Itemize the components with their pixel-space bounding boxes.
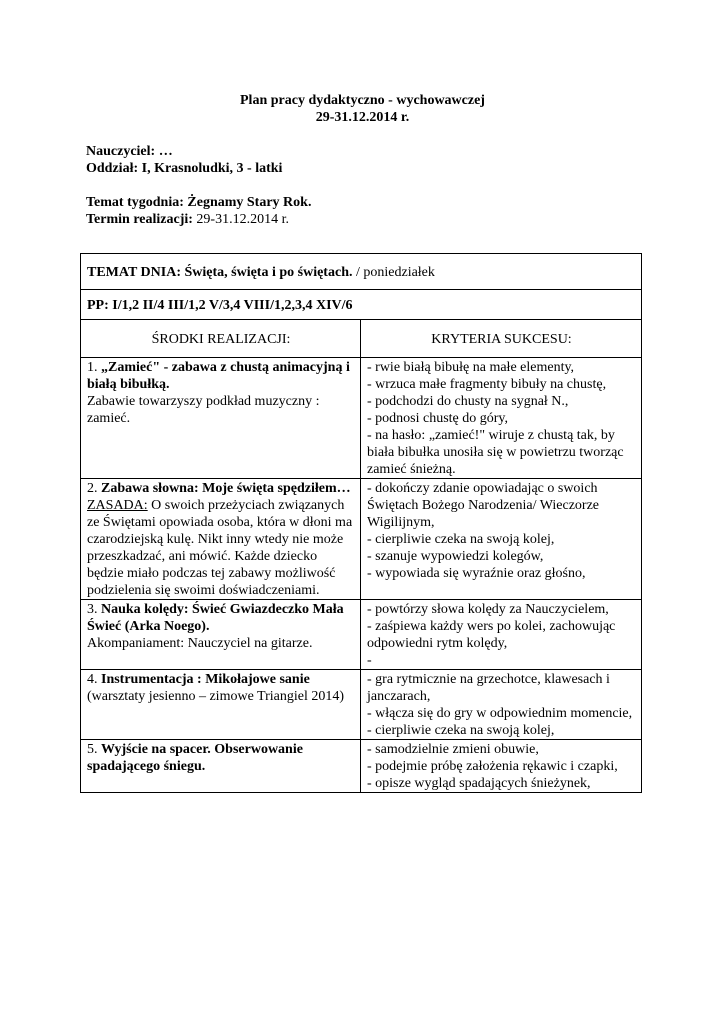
means-cell <box>81 740 361 793</box>
criteria-item: - cierpliwie czeka na swoją kolej, <box>367 723 555 738</box>
criteria-item: - wrzuca małe fragmenty bibuły na chustę, <box>367 377 607 392</box>
document-title: Plan pracy dydaktyczno - wychowawczej <box>240 93 485 108</box>
column-header-row <box>81 320 642 358</box>
activity-number: 5. <box>87 742 101 757</box>
day-topic-cell <box>81 254 642 290</box>
criteria-cell <box>361 479 642 600</box>
criteria-item: - zaśpiewa każdy wers po kolei, zachowując odpowiedni rytm kolędy, <box>367 619 616 651</box>
criteria-cell <box>361 600 642 670</box>
weekly-topic-line <box>86 194 311 211</box>
means-cell <box>81 479 361 600</box>
day-topic-weekday: / poniedziałek <box>352 264 435 280</box>
activity-number: 4. <box>87 672 101 687</box>
means-cell <box>81 358 361 479</box>
activity-number: 2. <box>87 481 101 496</box>
activity-description: Zabawie towarzyszy podkład muzyczny : zamieć. <box>87 394 320 426</box>
day-topic-label: TEMAT DNIA: Święta, święta i po świętach. <box>87 264 353 280</box>
means-cell <box>81 600 361 670</box>
criteria-cell <box>361 670 642 740</box>
criteria-item: - dokończy zdanie opowiadając o swoich Świętach Bożego Narodzenia/ Wieczorze Wigilijnym, <box>367 481 600 530</box>
table-row <box>81 600 642 670</box>
rule-label: ZASADA: <box>87 498 148 513</box>
criteria-item: - szanuje wypowiedzi kolegów, <box>367 549 544 564</box>
activity-description: Akompaniament: Nauczyciel na gitarze. <box>87 636 313 651</box>
criteria-item: - na hasło: „zamieć!" wiruje z chustą tak, by biała bibułka unosiła się w powietrzu tworząc zamieć śnieżną. <box>367 428 624 477</box>
means-cell <box>81 670 361 740</box>
pp-cell: PP: I/1,2 II/4 III/1,2 V/3,4 VIII/1,2,3,4 XIV/6 <box>81 290 642 320</box>
column-header-means: ŚRODKI REALIZACJI: <box>81 320 361 358</box>
plan-table <box>80 253 642 793</box>
activity-number: 1. <box>87 360 101 375</box>
activity-description: (warsztaty jesienno – zimowe Triangiel 2014) <box>87 689 345 704</box>
weekly-topic-value: Żegnamy Stary Rok. <box>187 195 312 210</box>
activity-title: Wyjście na spacer. Obserwowanie spadającego śniegu. <box>87 742 303 774</box>
term-label: Termin realizacji: <box>86 212 193 227</box>
weekly-topic-label: Temat tygodnia: <box>86 195 184 210</box>
criteria-item: - samodzielnie zmieni obuwie, <box>367 742 539 757</box>
criteria-item: - włącza się do gry w odpowiednim momencie, <box>367 706 633 721</box>
criteria-item: - rwie białą bibułę na małe elementy, <box>367 360 575 375</box>
activity-title: Instrumentacja : Mikołajowe sanie <box>101 672 310 687</box>
activity-title: „Zamieć" - zabawa z chustą animacyjną i białą bibułką. <box>87 360 350 392</box>
term-value: 29-31.12.2014 r. <box>196 212 289 227</box>
criteria-item: - podchodzi do chusty na sygnał N., <box>367 394 569 409</box>
pp-row <box>81 290 642 320</box>
table-row <box>81 358 642 479</box>
table-row <box>81 740 642 793</box>
criteria-cell <box>361 740 642 793</box>
criteria-item: - gra rytmicznie na grzechotce, klawesach i janczarach, <box>367 672 610 704</box>
term-line <box>86 211 289 228</box>
table-row <box>81 479 642 600</box>
activity-title: Zabawa słowna: Moje święta spędziłem… <box>101 481 351 496</box>
criteria-item: - podnosi chustę do góry, <box>367 411 509 426</box>
criteria-item: - wypowiada się wyraźnie oraz głośno, <box>367 566 586 581</box>
activity-number: 3. <box>87 602 101 617</box>
teacher-line: Nauczyciel: … <box>86 144 173 159</box>
criteria-cell <box>361 358 642 479</box>
group-line: Oddział: I, Krasnoludki, 3 - latki <box>86 161 283 176</box>
criteria-item: - powtórzy słowa kolędy za Nauczycielem, <box>367 602 609 617</box>
criteria-item: - <box>367 653 372 668</box>
criteria-item: - podejmie próbę założenia rękawic i czapki, <box>367 759 618 774</box>
day-topic-row <box>81 254 642 290</box>
activity-description: O swoich przeżyciach związanych ze Świętami opowiada osoba, która w dłoni ma czarodziejską kulę. Nikt inny wtedy nie może przeszkadzać, ani mówić. Każde dziecko będzie miało podczas tej zabawy możliwość podzielenia się swoimi doświadczeniami. <box>87 498 353 598</box>
criteria-item: - cierpliwie czeka na swoją kolej, <box>367 532 555 547</box>
table-row <box>81 670 642 740</box>
activity-title: Nauka kolędy: Świeć Gwiazdeczko Mała Świeć (Arka Noego). <box>87 602 344 634</box>
column-header-criteria: KRYTERIA SUKCESU: <box>361 320 642 358</box>
criteria-item: - opisze wygląd spadających śnieżynek, <box>367 776 591 791</box>
document-date: 29-31.12.2014 r. <box>315 110 410 125</box>
